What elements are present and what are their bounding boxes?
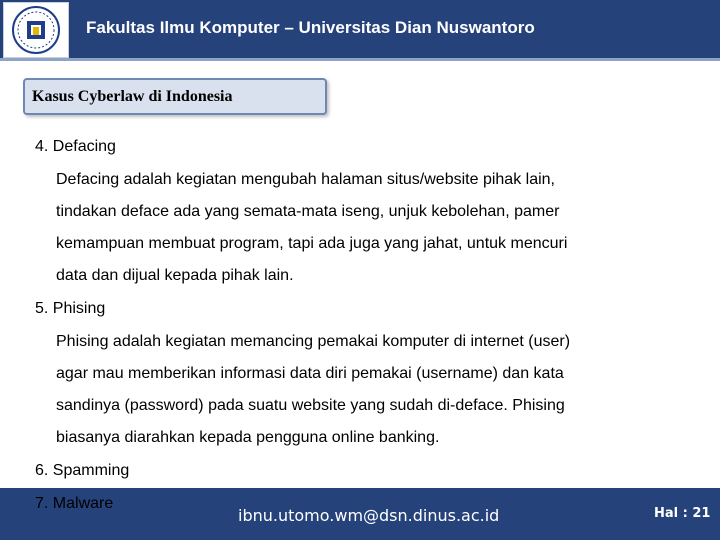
paragraph-line: tindakan deface ada yang semata-mata iseng, unjuk kebolehan, pamer — [56, 203, 560, 220]
paragraph-line: data dan dijual kepada pihak lain. — [56, 267, 294, 284]
page-number: Hal : 21 — [654, 506, 711, 521]
paragraph-line: agar mau memberikan informasi data diri pemakai (username) dan kata — [56, 365, 564, 382]
slide-subtitle: Kasus Cyberlaw di Indonesia — [32, 88, 233, 105]
paragraph-line: biasanya diarahkan kepada pengguna online banking. — [56, 429, 440, 446]
paragraph-line: kemampuan membuat program, tapi ada juga yang jahat, untuk mencuri — [56, 235, 568, 252]
item-heading-defacing: 4. Defacing — [35, 138, 116, 155]
footer-bar — [0, 488, 720, 540]
item-heading-spamming: 6. Spamming — [35, 462, 130, 479]
paragraph-defacing — [56, 164, 664, 292]
header-title: Fakultas Ilmu Komputer – Universitas Dian Nuswantoro — [86, 18, 535, 37]
paragraph-line: Phising adalah kegiatan memancing pemakai komputer di internet (user) — [56, 333, 571, 350]
item-heading-malware: 7. Malware — [35, 495, 114, 512]
paragraph-phising — [56, 326, 664, 454]
paragraph-line: Defacing adalah kegiatan mengubah halaman situs/website pihak lain, — [56, 171, 555, 188]
paragraph-line: sandinya (password) pada suatu website yang sudah di-deface. Phising — [56, 397, 565, 414]
author-email: ibnu.utomo.wm@dsn.dinus.ac.id — [238, 506, 500, 525]
item-heading-phising: 5. Phising — [35, 300, 106, 317]
